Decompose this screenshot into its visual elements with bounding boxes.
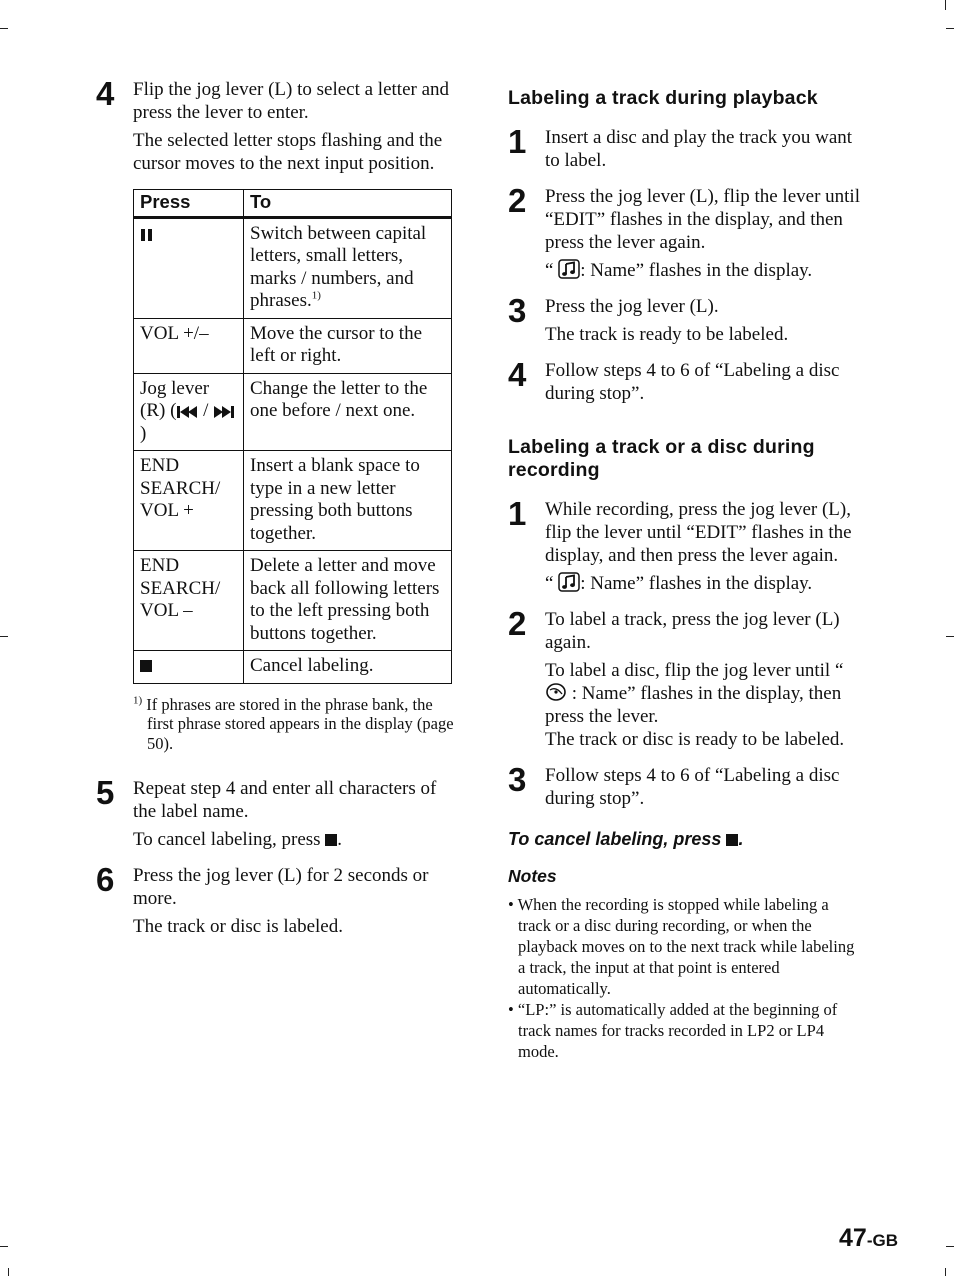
key-cell (134, 217, 244, 318)
key-cell: VOL +/– (134, 318, 244, 373)
desc-cell: Delete a letter and move back all following letters to the left pressing both buttons together. (244, 551, 452, 651)
step-number: 2 (508, 605, 527, 642)
stop-icon (140, 660, 152, 672)
pause-icon (140, 228, 154, 242)
step-text: Flip the jog lever (L) to select a letter and press the lever to enter. (133, 79, 450, 123)
step-number: 2 (508, 182, 527, 219)
step-number: 6 (96, 861, 115, 898)
stop-icon (325, 834, 337, 846)
music-note-icon (558, 259, 580, 279)
step-1 (508, 495, 860, 600)
table-header-row (134, 190, 452, 218)
crop-mark (945, 0, 946, 10)
step-text: “ : Name” flashes in the display. (545, 260, 813, 281)
footnote-mark: 1) (133, 694, 143, 706)
footnote: $^{1)}$ If phrases are stored in the phrase bank, the first phrase stored appears in the display (page 50). (133, 694, 454, 753)
left-column (96, 75, 454, 951)
step-text: Repeat step 4 and enter all characters of the label name. (133, 778, 437, 822)
step-text: The track or disc is ready to be labeled. (545, 729, 845, 750)
bullet: • (508, 1000, 514, 1019)
table-row (134, 217, 452, 318)
table-row (134, 318, 452, 373)
stop-icon (726, 834, 738, 846)
section-heading: Labeling a track during playback (508, 87, 818, 109)
step-number: 1 (508, 495, 527, 532)
note-item: • When the recording is stopped while labeling a track or a disc during recording, or when the playback moves on to the next track while labeling a track, the input at that point is entered automatically. (508, 895, 855, 998)
desc-cell: Switch between capital letters, small letters, marks / numbers, and phrases.$^{1)}$ (244, 217, 452, 318)
step-3 (508, 761, 860, 815)
step-number: 4 (96, 75, 115, 112)
crop-mark (946, 636, 954, 637)
step-text: The track is ready to be labeled. (545, 324, 789, 345)
step-text: Press the jog lever (L), flip the lever until “EDIT” flashes in the display, and then press the lever again. (545, 186, 860, 253)
step-text: Press the jog lever (L). (545, 296, 719, 317)
step-2 (508, 605, 860, 756)
crop-mark (946, 1246, 954, 1247)
step-1 (508, 123, 860, 177)
crop-mark (0, 1246, 8, 1247)
table-row (134, 551, 452, 651)
table-row (134, 451, 452, 551)
step-text: To cancel labeling, press . (133, 829, 343, 850)
key-cell: END SEARCH/ VOL + (134, 451, 244, 551)
key-cell: END SEARCH/ VOL – (134, 551, 244, 651)
crop-mark (946, 28, 954, 29)
step-text: “ : Name” flashes in the display. (545, 573, 813, 594)
step-4 (96, 75, 454, 769)
step-number: 4 (508, 356, 527, 393)
step-text: Insert a disc and play the track you want to label. (545, 127, 853, 171)
desc-cell: Insert a blank space to type in a new letter pressing both buttons together. (244, 451, 452, 551)
cancel-heading: To cancel labeling, press . (508, 829, 744, 849)
table-row (134, 651, 452, 684)
crop-mark (8, 1268, 9, 1276)
section-heading: Labeling a track or a disc during recording (508, 436, 815, 481)
table-row (134, 373, 452, 451)
right-column (508, 87, 860, 1062)
step-text: To label a track, press the jog lever (L) again. (545, 609, 840, 653)
previous-icon (176, 405, 198, 419)
step-text: The track or disc is labeled. (133, 916, 343, 937)
crop-mark (0, 636, 8, 637)
step-text: To label a disc, flip the jog lever until “ : Name” flashes in the display, then press the lever. (545, 660, 844, 727)
page-number: 47-GB (839, 1224, 898, 1252)
key-cell: Jog lever (R) ( / ) (134, 373, 244, 451)
header-to: To (244, 190, 452, 218)
note-item: • “LP:” is automatically added at the beginning of track names for tracks recorded in LP2 or LP4 mode. (508, 1000, 838, 1061)
notes-heading: Notes (508, 866, 557, 886)
step-number: 3 (508, 292, 527, 329)
step-number: 5 (96, 774, 115, 811)
step-number: 3 (508, 761, 527, 798)
music-note-icon (558, 572, 580, 592)
next-icon (213, 405, 235, 419)
step-4 (508, 356, 860, 410)
step-text: Press the jog lever (L) for 2 seconds or more. (133, 865, 429, 909)
desc-cell: Cancel labeling. (244, 651, 452, 684)
footnote-ref: 1) (311, 289, 321, 302)
disc-icon (545, 682, 567, 702)
step-text: The selected letter stops flashing and the cursor moves to the next input position. (133, 130, 443, 174)
step-text: Follow steps 4 to 6 of “Labeling a disc during stop”. (545, 360, 840, 404)
desc-cell: Change the letter to the one before / next one. (244, 373, 452, 451)
bullet: • (508, 895, 514, 914)
crop-mark (945, 1268, 946, 1276)
header-press: Press (134, 190, 244, 218)
step-6 (96, 861, 454, 943)
crop-mark (0, 28, 8, 29)
desc-cell: Move the cursor to the left or right. (244, 318, 452, 373)
step-text: Follow steps 4 to 6 of “Labeling a disc during stop”. (545, 765, 840, 809)
step-5 (96, 774, 454, 856)
step-2 (508, 182, 860, 287)
key-function-table (133, 189, 452, 684)
step-text: While recording, press the jog lever (L), flip the lever until “EDIT” flashes in the display, and then press the lever again. (545, 499, 852, 566)
step-number: 1 (508, 123, 527, 160)
step-3 (508, 292, 860, 351)
key-cell (134, 651, 244, 684)
